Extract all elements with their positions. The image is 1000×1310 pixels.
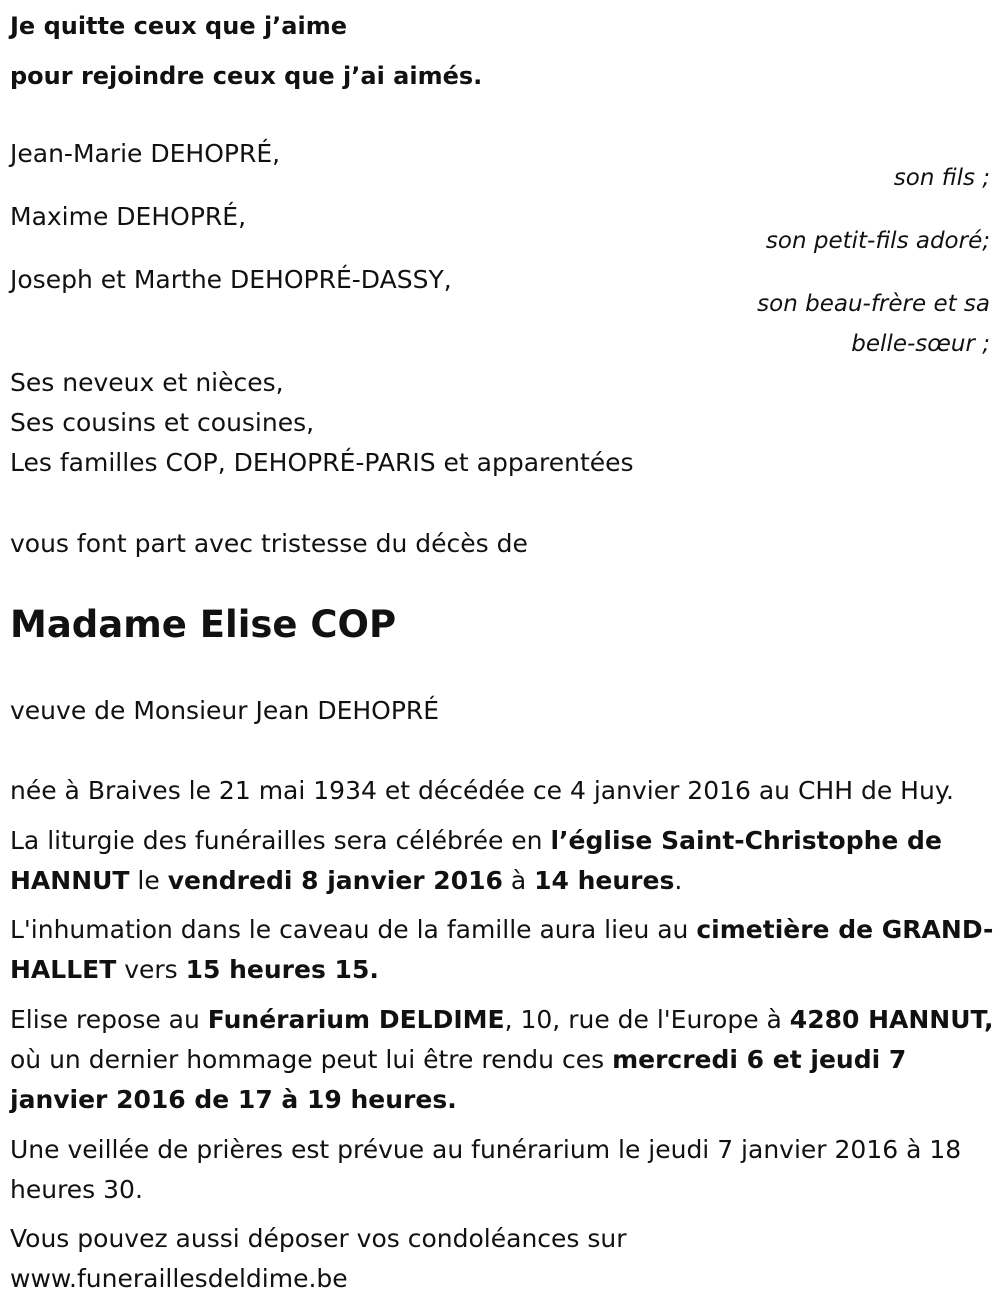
burial-time: 15 heures 15.: [185, 955, 379, 984]
birth-death: née à Braives le 21 mai 1934 et décédée ce 4 janvier 2016 au CHH de Huy.: [10, 776, 954, 805]
epigraph-line-1: Je quitte ceux que j’aime: [10, 12, 348, 40]
deceased-name: Madame Elise COP: [10, 603, 397, 646]
epigraph-line-2: pour rejoindre ceux que j’ai aimés.: [10, 62, 483, 90]
liturgy-time: 14 heures: [534, 866, 675, 895]
condolences-line: Vous pouvez aussi déposer vos condoléances sur: [10, 1224, 627, 1253]
rest-text-3: où un dernier hommage peut lui être rendu ces: [10, 1045, 613, 1074]
family-member-in-laws: Joseph et Marthe DEHOPRÉ-DASSY,: [10, 265, 452, 294]
rest-city: 4280 HANNUT,: [789, 1005, 994, 1034]
burial-text-2: vers: [116, 955, 186, 984]
liturgy-text-2: le: [129, 866, 168, 895]
burial-paragraph: [10, 910, 995, 990]
relation-in-laws-line-2: belle-sœur ;: [851, 331, 990, 357]
burial-cemetery: cimetière de GRAND-HALLET: [10, 915, 994, 984]
relation-son: son fils ;: [893, 165, 990, 191]
family-member-grandson: Maxime DEHOPRÉ,: [10, 202, 247, 231]
announcement: vous font part avec tristesse du décès de: [10, 529, 528, 558]
liturgy-text-3: à: [502, 866, 535, 895]
condolences-website[interactable]: www.funeraillesdeldime.be: [10, 1264, 348, 1293]
relatives-line-1: Ses neveux et nièces,: [10, 368, 284, 397]
relatives-line-2: Ses cousins et cousines,: [10, 408, 315, 437]
rest-text-1: Elise repose au: [10, 1005, 208, 1034]
widow-of: veuve de Monsieur Jean DEHOPRÉ: [10, 696, 440, 725]
relatives-line-3: Les familles COP, DEHOPRÉ-PARIS et apparentées: [10, 448, 634, 477]
liturgy-text-4: .: [674, 866, 683, 895]
relation-grandson: son petit-fils adoré;: [765, 228, 990, 254]
liturgy-date: vendredi 8 janvier 2016: [167, 866, 503, 895]
relation-in-laws-line-1: son beau-frère et sa: [757, 291, 990, 317]
liturgy-text-1: La liturgie des funérailles sera célébrée en: [10, 826, 551, 855]
family-member-son: Jean-Marie DEHOPRÉ,: [10, 139, 281, 168]
liturgy-paragraph: [10, 821, 995, 901]
rest-funeral-home: Funérarium DELDIME: [207, 1005, 505, 1034]
rest-visitation: mercredi 6 et jeudi 7 janvier 2016 de 17 à 19 heures.: [10, 1045, 907, 1114]
rest-text-2: , 10, rue de l'Europe à: [504, 1005, 790, 1034]
rest-paragraph: [10, 1000, 995, 1120]
vigil-paragraph: Une veillée de prières est prévue au funérarium le jeudi 7 janvier 2016 à 18 heures 30.: [10, 1135, 962, 1204]
burial-text-1: L'inhumation dans le caveau de la famille aura lieu au: [10, 915, 697, 944]
liturgy-church: l’église Saint-Christophe de HANNUT: [10, 826, 942, 895]
